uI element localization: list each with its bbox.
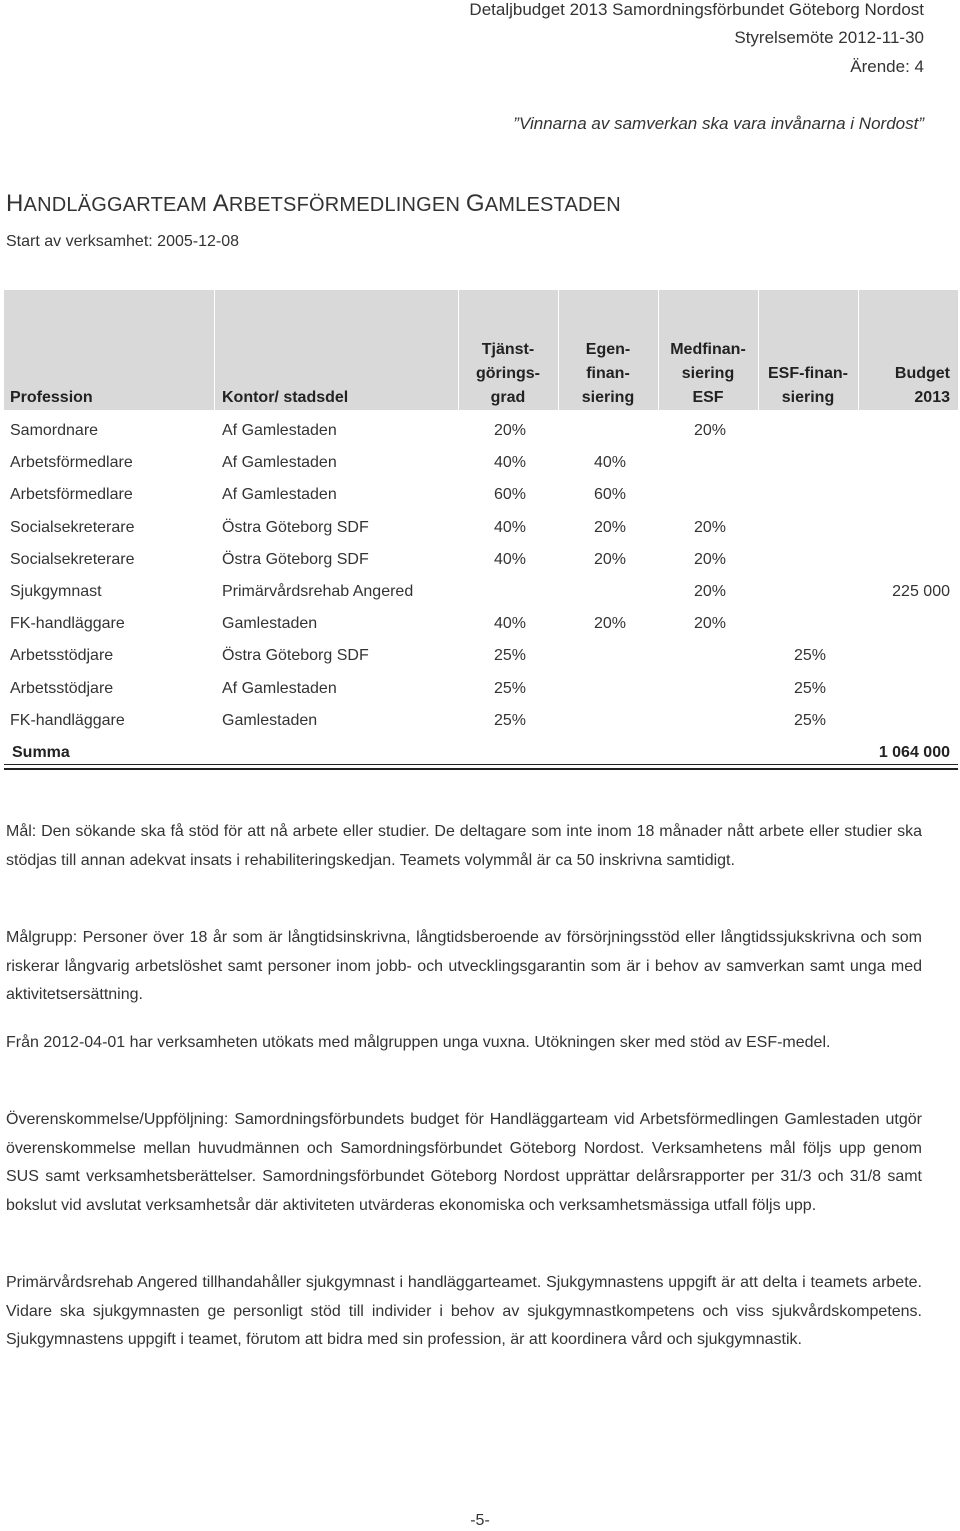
cell-kontor: Östra Göteborg SDF <box>222 550 369 568</box>
header-egen-2: finan- <box>586 365 630 382</box>
summa-label: Summa <box>12 744 70 761</box>
cell-profession: Samordnare <box>10 422 99 439</box>
table-row <box>0 608 960 640</box>
cell-kontor: Af Gamlestaden <box>222 679 337 697</box>
table-row <box>0 479 960 511</box>
table-row <box>0 512 960 544</box>
header-medfin-1: Medfinan- <box>670 341 746 358</box>
cell-tjanst: 20% <box>493 422 526 439</box>
page-number: -5- <box>470 1512 490 1529</box>
header-medfin-3: ESF <box>692 389 724 406</box>
header-medfin-2: siering <box>681 365 735 382</box>
cell-kontor: Af Gamlestaden <box>222 486 337 504</box>
doc-header-meeting: Styrelsemöte 2012-11-30 <box>734 28 924 47</box>
cell-kontor: Gamlestaden <box>222 711 318 729</box>
cell-medfin: 20% <box>693 518 726 536</box>
cell-profession: Socialsekreterare <box>10 518 135 536</box>
summa-double-underline <box>4 768 958 770</box>
motto: ”Vinnarna av samverkan ska vara invånarna i Nordost” <box>513 114 924 133</box>
cell-tjanst: 25% <box>493 711 526 729</box>
doc-header-title: Detaljbudget 2013 Samordningsförbundet Göteborg Nordost <box>469 0 924 19</box>
cell-tjanst: 40% <box>493 615 526 633</box>
header-budget-2: 2013 <box>914 389 950 406</box>
table-row <box>0 544 960 576</box>
table-row <box>0 640 960 672</box>
header-tjanst-3: grad <box>490 389 526 406</box>
cell-medfin: 20% <box>693 583 726 600</box>
cell-profession: Arbetsförmedlare <box>10 454 133 472</box>
header-tjanst-1: Tjänst- <box>481 341 535 358</box>
cell-kontor: Östra Göteborg SDF <box>222 518 369 536</box>
table-row <box>0 576 960 608</box>
cell-esf: 25% <box>793 647 826 665</box>
header-kontor: Kontor/ stadsdel <box>222 389 349 406</box>
cell-egen: 20% <box>593 550 626 568</box>
cell-profession: FK-handläggare <box>10 711 125 729</box>
cell-kontor: Östra Göteborg SDF <box>222 647 369 665</box>
summa-value: 1 064 000 <box>878 744 950 761</box>
table-row <box>0 705 960 737</box>
cell-esf: 25% <box>793 679 826 697</box>
cell-profession: Sjukgymnast <box>10 583 102 600</box>
goal-paragraph: Mål: Den sökande ska få stöd för att nå arbete eller studier. De deltagare som inte inom 18 månader nått arbete eller studier ska stödjas till annan adekvat insats i rehabiliteringskedjan. Teamets volymmål är ca 50 inskrivna samtidigt. <box>6 823 922 869</box>
cell-kontor: Af Gamlestaden <box>222 454 337 472</box>
summa-underline <box>4 764 958 765</box>
cell-profession: Socialsekreterare <box>10 550 135 568</box>
cell-tjanst: 25% <box>493 647 526 665</box>
cell-profession: FK-handläggare <box>10 615 125 633</box>
physio-paragraph: Primärvårdsrehab Angered tillhandahåller sjukgymnast i handläggarteamet. Sjukgymnastens uppgift är att delta i teamets arbete. Vidare ska sjukgymnasten ge personligt stöd till individer i behov av sjukgymnastkompetens och viss sjukvårdskompetens. Sjukgymnastens uppgift i teamet, förutom att bidra med sin profession, är att koordinera vård och sjukgymnastik. <box>6 1274 922 1348</box>
section-title: HANDLÄGGARTEAM ARBETSFÖRMEDLINGEN GAMLESTADEN <box>6 190 621 217</box>
agreement-paragraph: Överenskommelse/Uppföljning: Samordningsförbundets budget för Handläggarteam vid Arbetsförmedlingen Gamlestaden utgör överenskommelse mellan huvudmännen och Samordningsförbundet Göteborg Nordost. Verksamhetens mål följs upp genom SUS samt verksamhetsberättelser. Samordningsförbundet Göteborg Nordost upprättar delårsrapporter per 31/3 och 31/8 samt bokslut vid avslutat verksamhetsår där aktiviteten utvärderas ekonomiska och verksamhetsmässiga utfall följs upp. <box>6 1111 922 1214</box>
cell-kontor: Af Gamlestaden <box>222 422 337 439</box>
cell-egen: 40% <box>593 454 626 472</box>
cell-tjanst: 40% <box>493 518 526 536</box>
header-tjanst-2: görings- <box>476 365 540 382</box>
doc-header-item: Ärende: 4 <box>850 57 924 76</box>
header-egen-3: siering <box>581 389 635 406</box>
cell-kontor: Gamlestaden <box>222 615 318 633</box>
header-esf-2: siering <box>781 389 835 406</box>
header-esf-1: ESF-finan- <box>768 365 848 382</box>
summa-row <box>4 738 958 772</box>
cell-tjanst: 40% <box>493 454 526 472</box>
cell-tjanst: 25% <box>493 679 526 697</box>
cell-tjanst: 40% <box>493 550 526 568</box>
start-date-text: Start av verksamhet: 2005-12-08 <box>6 233 240 250</box>
target-group-paragraph: Målgrupp: Personer över 18 år som är långtidsinskrivna, långtidsberoende av försörjningsstöd eller långtidssjukskrivna och som riskerar långvarig arbetslöshet samt personer inom jobb- och utvecklingsgarantin som är i behov av samverkan samt unga med aktivitetsersättning. <box>6 929 922 1003</box>
table-row <box>0 673 960 705</box>
cell-kontor: Primärvårdsrehab Angered <box>222 583 414 600</box>
cell-budget: 225 000 <box>892 583 950 600</box>
cell-egen: 20% <box>593 615 626 633</box>
cell-profession: Arbetsstödjare <box>10 679 114 697</box>
header-profession: Profession <box>10 389 93 406</box>
cell-medfin: 20% <box>693 550 726 568</box>
expansion-paragraph: Från 2012-04-01 har verksamheten utökats med målgruppen unga vuxna. Utökningen sker med stöd av ESF-medel. <box>6 1034 831 1051</box>
cell-egen: 20% <box>593 518 626 536</box>
header-budget-1: Budget <box>894 365 950 382</box>
cell-profession: Arbetsförmedlare <box>10 486 133 504</box>
table-row <box>0 447 960 479</box>
cell-medfin: 20% <box>693 615 726 633</box>
cell-profession: Arbetsstödjare <box>10 647 114 665</box>
cell-egen: 60% <box>593 486 626 504</box>
cell-tjanst: 60% <box>493 486 526 504</box>
table-row <box>0 415 960 447</box>
cell-medfin: 20% <box>693 422 726 439</box>
cell-esf: 25% <box>793 711 826 729</box>
header-egen-1: Egen- <box>585 341 631 358</box>
